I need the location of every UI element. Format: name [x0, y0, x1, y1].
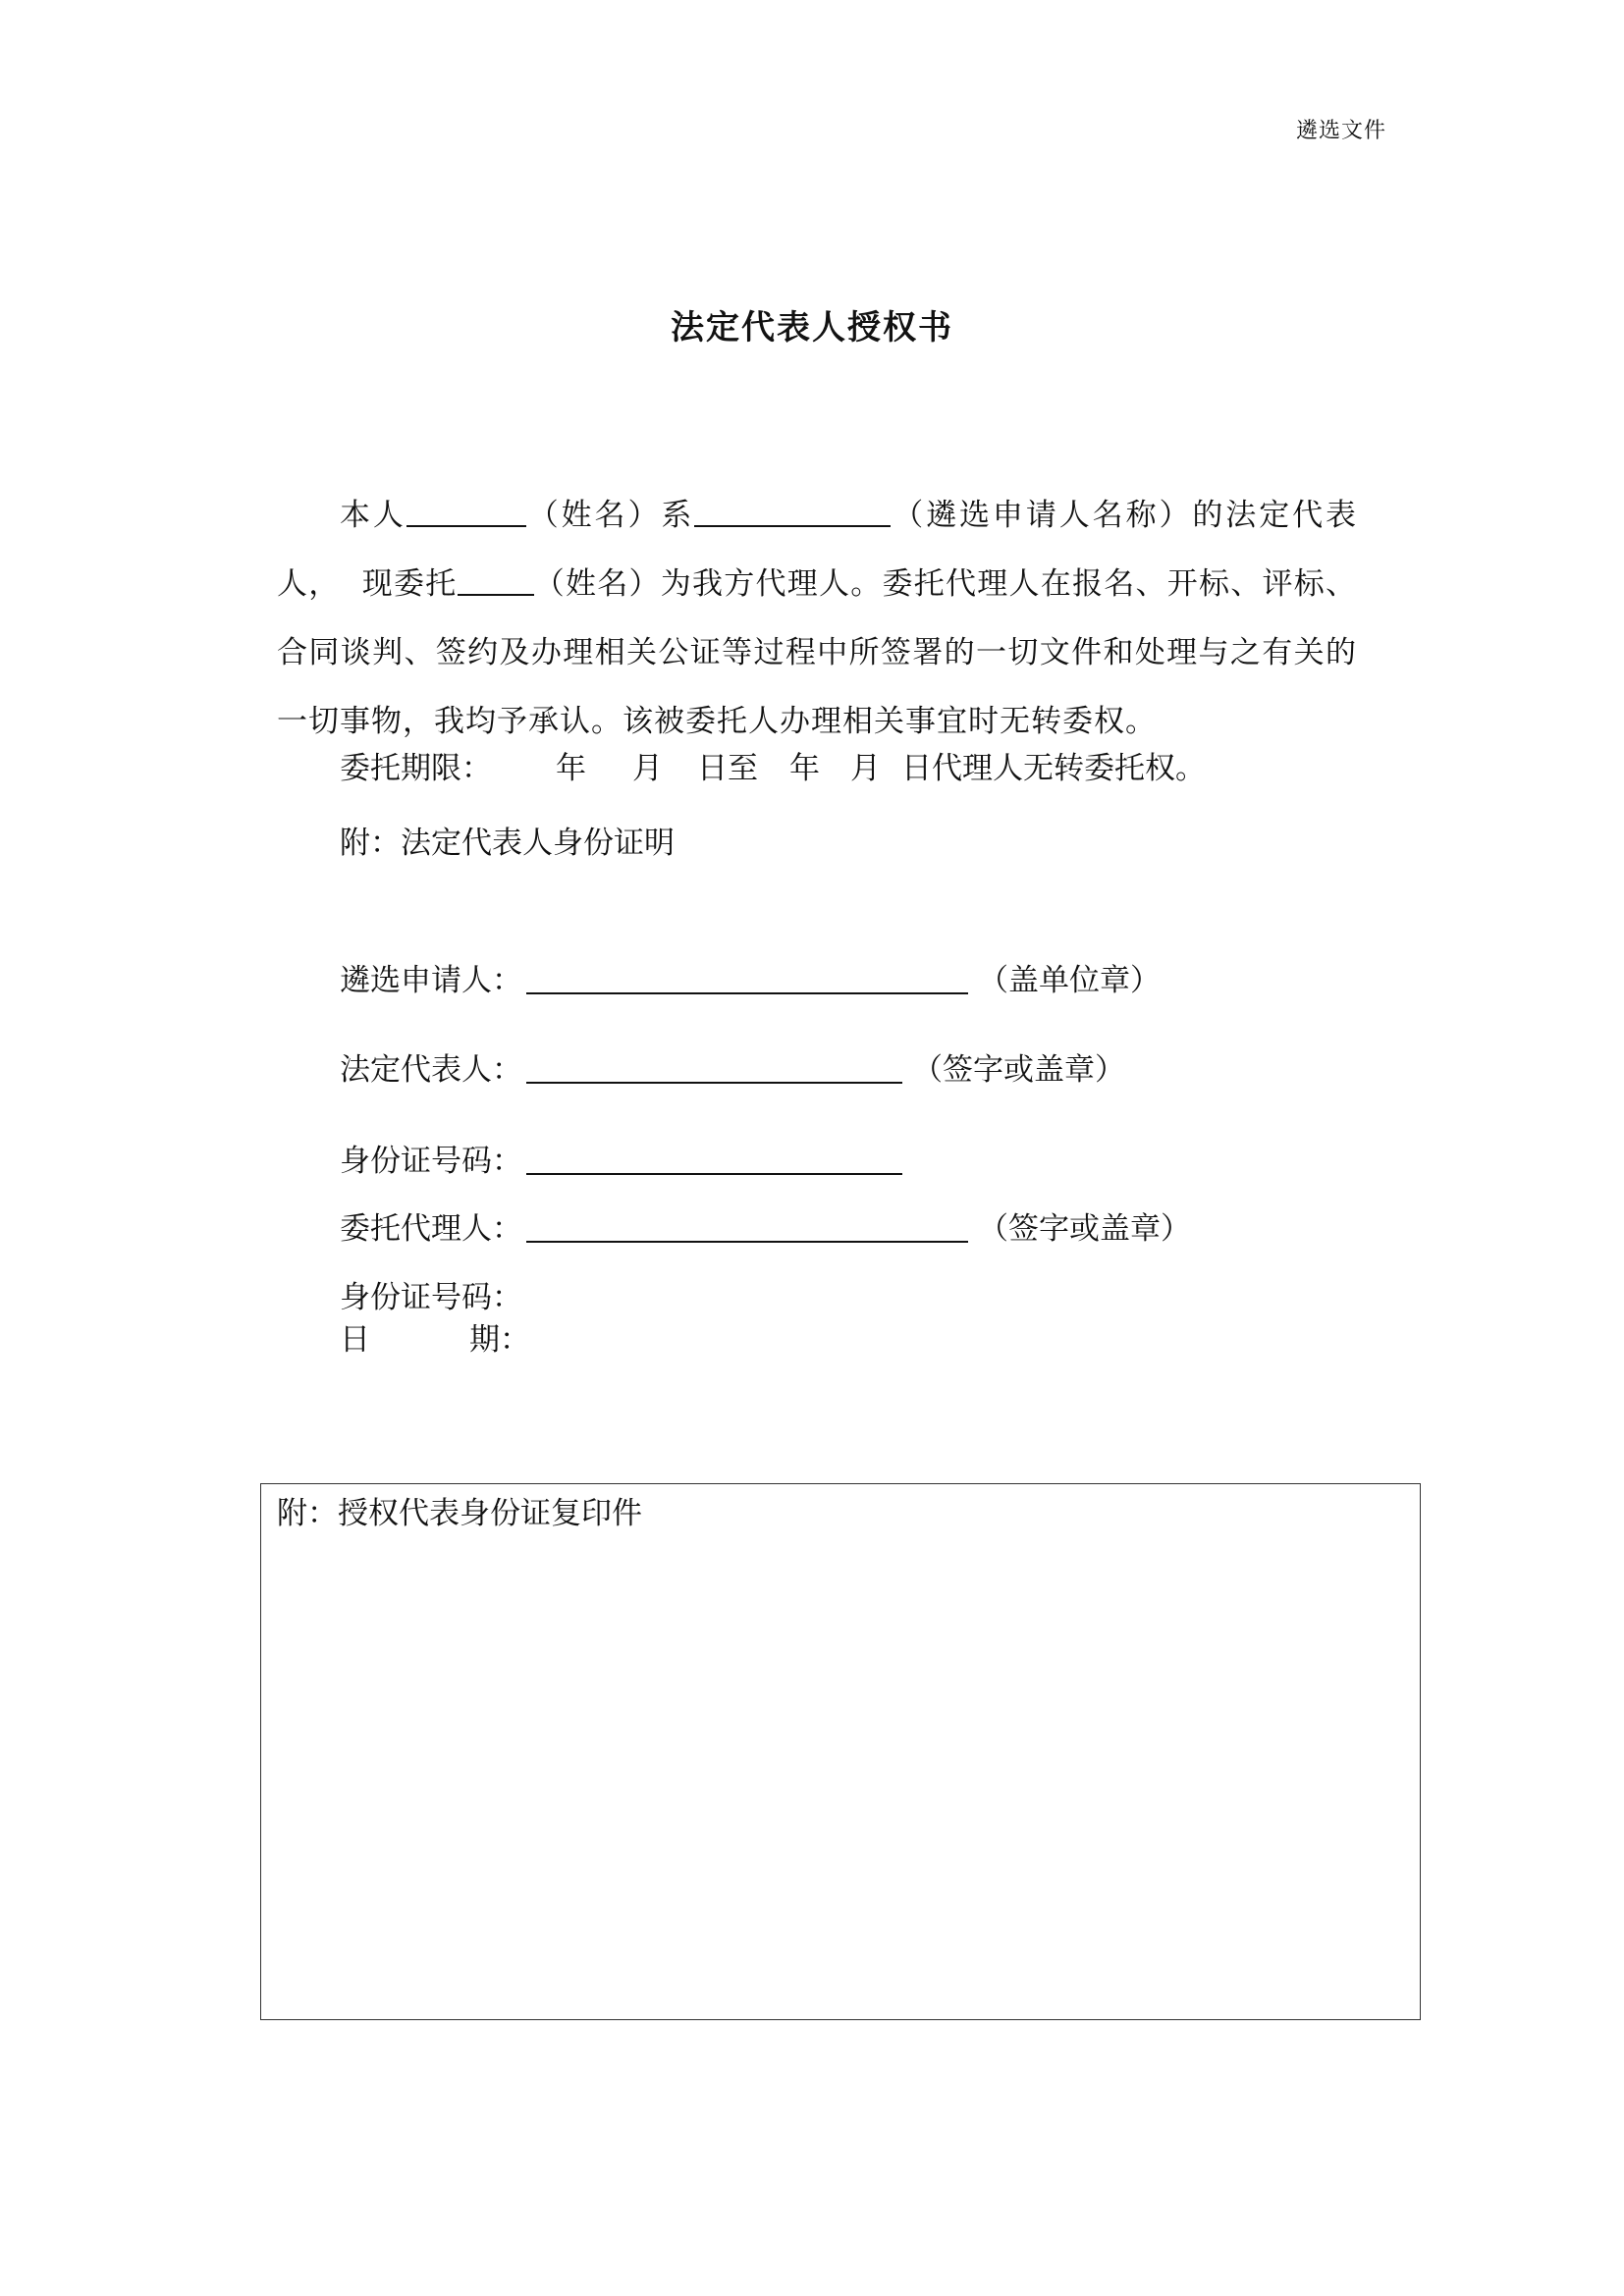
- legal-rep-signature-line[interactable]: [526, 1052, 902, 1084]
- signature-note: （盖单位章）: [978, 963, 1161, 998]
- signature-note: （签字或盖章）: [978, 1211, 1191, 1247]
- agent-name-blank[interactable]: [458, 564, 534, 596]
- signature-label: 身份证号码：: [340, 1144, 522, 1179]
- date-label-right: 期：: [469, 1322, 530, 1358]
- attachment-box-label: 附：授权代表身份证复印件: [277, 1496, 642, 1531]
- attachment-note: 附：法定代表人身份证明: [340, 826, 675, 861]
- term-month-1: 月: [632, 751, 663, 786]
- date-label-left: 日: [340, 1322, 370, 1358]
- signature-note: （签字或盖章）: [912, 1052, 1125, 1088]
- agent-signature-line[interactable]: [526, 1211, 968, 1243]
- authorization-paragraph: [277, 481, 1357, 756]
- term-month-2: 月: [850, 751, 881, 786]
- term-year-1: 年: [556, 751, 586, 786]
- signature-label: 法定代表人：: [340, 1052, 522, 1088]
- signature-row-applicant: [340, 955, 1161, 999]
- document-header-label: 遴选文件: [1295, 119, 1386, 143]
- para-text-1: 本人: [340, 498, 406, 533]
- term-line: [340, 743, 1206, 787]
- applicant-name-blank[interactable]: [694, 496, 891, 527]
- signature-row-legal-rep-id: [340, 1136, 902, 1180]
- signature-row-legal-rep: [340, 1044, 1125, 1089]
- legal-rep-id-line[interactable]: [526, 1144, 902, 1175]
- signature-label: 遴选申请人：: [340, 963, 522, 998]
- term-day-1: 日至: [697, 751, 758, 786]
- signature-label: 身份证号码：: [340, 1280, 522, 1315]
- principal-name-blank[interactable]: [406, 496, 526, 527]
- para-text-2: （姓名）系: [525, 498, 695, 533]
- date-row: [340, 1314, 530, 1359]
- term-day-2: 日代理人无转委托权。: [901, 751, 1206, 786]
- term-year-2: 年: [789, 751, 820, 786]
- signature-row-agent: [340, 1203, 1191, 1248]
- para-text-3: （遴选申请人名称）的法定代表人，: [277, 498, 1358, 602]
- para-text-4: 现委托: [361, 566, 458, 602]
- signature-label: 委托代理人：: [340, 1211, 522, 1247]
- term-label: 委托期限：: [340, 751, 492, 786]
- signature-row-agent-id: [340, 1272, 522, 1316]
- id-copy-attachment-box: [260, 1483, 1421, 2020]
- document-title: 法定代表人授权书: [671, 308, 953, 347]
- para-text-5: （姓名）为我方代理人。委托代理人在报名、开标、评标、合同谈判、签约及办理相关公证等过程中所签署的一切文件和处理与之有关的一切事物，我均予承认。该被委托人办理相关事宜时无转委权。: [277, 566, 1358, 739]
- applicant-signature-line[interactable]: [526, 963, 968, 994]
